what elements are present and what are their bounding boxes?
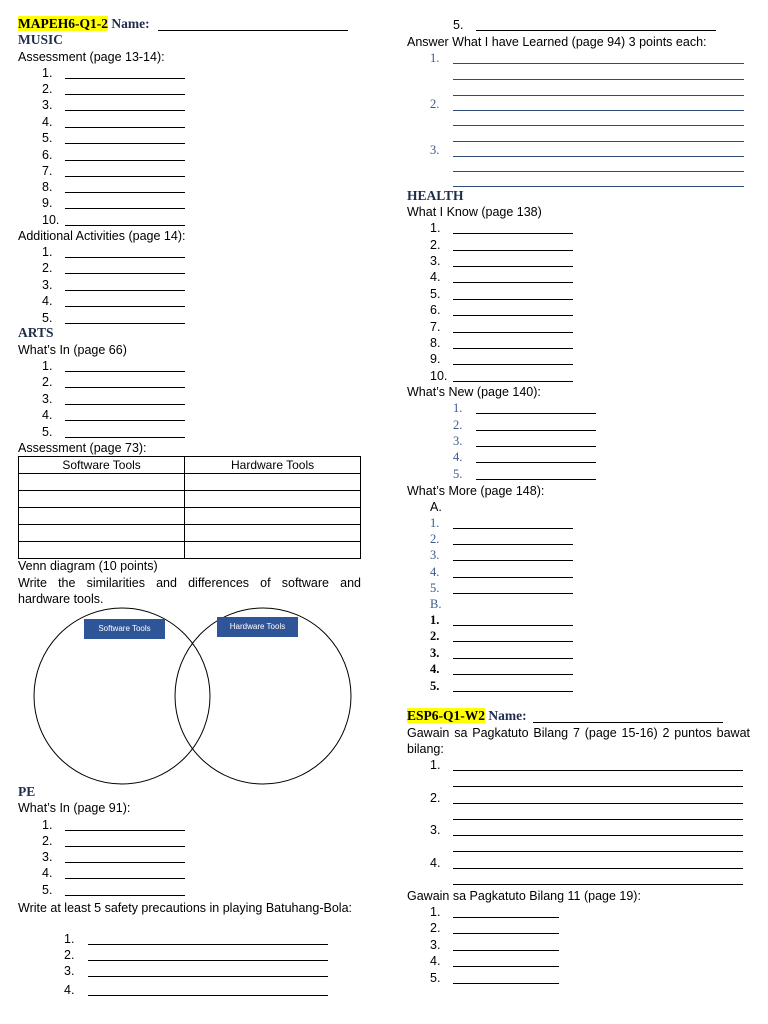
health-more-b-label: B. [430, 597, 442, 611]
arts-whats-in-num: 4. [42, 408, 53, 422]
pe-safety-answer-line[interactable] [88, 960, 328, 961]
music-assessment-num: 3. [42, 98, 53, 112]
health-more-a-answer-line[interactable] [453, 560, 573, 561]
table-header-software: Software Tools [19, 457, 185, 474]
arts-whats-in-num: 1. [42, 359, 53, 373]
music-assessment-num: 1. [42, 66, 53, 80]
health-more-b-answer-line[interactable] [453, 625, 573, 626]
arts-whats-in-num: 3. [42, 392, 53, 406]
esp-gawain11-answer-line[interactable] [453, 917, 559, 918]
learned-num: 1. [430, 51, 440, 65]
pe-safety-answer-line[interactable] [88, 944, 328, 945]
health-know-num: 5. [430, 287, 441, 301]
music-additional-answer-line[interactable] [65, 323, 185, 324]
health-more-a-answer-line[interactable] [453, 577, 573, 578]
esp-gawain7-answer-line[interactable] [453, 803, 743, 804]
table-cell[interactable] [185, 542, 361, 559]
venn-software-box [84, 619, 165, 639]
esp-name-line[interactable] [533, 722, 723, 723]
health-know-num: 3. [430, 254, 441, 268]
music-assessment-answer-line[interactable] [65, 143, 185, 144]
pe-whats-in-label: What’s In (page 91): [18, 801, 131, 815]
learned-answer-line[interactable] [453, 171, 744, 172]
music-additional-label: Additional Activities (page 14): [18, 229, 186, 243]
pe-safety-instruction: Write at least 5 safety precautions in playing Batuhang-Bola: [18, 901, 352, 915]
pe-whats-in-answer-line[interactable] [65, 830, 185, 831]
music-assessment-answer-line[interactable] [65, 78, 185, 79]
pe-whats-in-num: 2. [42, 834, 53, 848]
health-more-a-num: 2. [430, 532, 440, 546]
music-assessment-num: 5. [42, 131, 53, 145]
pe-safety-answer-line[interactable] [88, 976, 328, 977]
music-additional-num: 3. [42, 278, 53, 292]
table-cell[interactable] [19, 542, 185, 559]
health-know-num: 8. [430, 336, 441, 350]
health-know-answer-line[interactable] [453, 250, 573, 251]
health-new-answer-line[interactable] [476, 462, 596, 463]
pe-safety-num: 4. [64, 983, 75, 997]
pe-whats-in-answer-line[interactable] [65, 878, 185, 879]
pe-whats-in-answer-line[interactable] [65, 846, 185, 847]
esp-gawain11-answer-line[interactable] [453, 933, 559, 934]
esp-gawain7-answer-line[interactable] [453, 835, 743, 836]
learned-answer-line[interactable] [453, 186, 744, 187]
health-new-num: 3. [453, 434, 463, 448]
learned-answer-line[interactable] [453, 63, 744, 64]
music-assessment-answer-line[interactable] [65, 94, 185, 95]
table-cell[interactable] [19, 491, 185, 508]
health-more-a-num: 3. [430, 548, 440, 562]
health-more-b-num: 5. [430, 679, 440, 693]
health-know-answer-line[interactable] [453, 332, 573, 333]
learned-answer-line[interactable] [453, 141, 744, 142]
health-know-answer-line[interactable] [453, 348, 573, 349]
table-header-row [19, 457, 361, 474]
arts-whats-in-label: What’s In (page 66) [18, 343, 127, 357]
arts-whats-in-num: 2. [42, 375, 53, 389]
arts-whats-in-answer-line[interactable] [65, 371, 185, 372]
esp-gawain7-label [407, 725, 750, 757]
music-additional-answer-line[interactable] [65, 273, 185, 274]
table-row [19, 525, 361, 542]
table-cell[interactable] [185, 525, 361, 542]
music-assessment-answer-line[interactable] [65, 225, 185, 226]
health-know-num: 1. [430, 221, 441, 235]
venn-instruction: Write the similarities and differences of software and hardware tools. [18, 576, 361, 606]
music-assessment-answer-line[interactable] [65, 160, 185, 161]
table-row [19, 542, 361, 559]
learned-answer-line[interactable] [453, 125, 744, 126]
health-more-b-answer-line[interactable] [453, 674, 573, 675]
venn-software-label: Software Tools [98, 624, 151, 633]
esp-gawain7-answer-line[interactable] [453, 770, 743, 771]
esp-code: ESP6-Q1-W2 [407, 708, 486, 723]
arts-whats-in-answer-line[interactable] [65, 387, 185, 388]
music-additional-num: 4. [42, 294, 53, 308]
venn-label: Venn diagram (10 points) [18, 559, 158, 573]
music-assessment-answer-line[interactable] [65, 110, 185, 111]
health-more-b-answer-line[interactable] [453, 658, 573, 659]
table-row [19, 491, 361, 508]
esp-gawain7-num: 3. [430, 823, 441, 837]
learned-answer-line[interactable] [453, 79, 744, 80]
esp-gawain11-num: 4. [430, 954, 441, 968]
esp-gawain7-num: 1. [430, 758, 441, 772]
mapeh-header [18, 17, 150, 31]
health-know-num: 9. [430, 352, 441, 366]
health-more-a-answer-line[interactable] [453, 544, 573, 545]
pe-heading: PE [18, 784, 36, 799]
music-assessment-num: 8. [42, 180, 53, 194]
music-additional-answer-line[interactable] [65, 306, 185, 307]
health-new-num: 4. [453, 450, 463, 464]
health-more-a-answer-line[interactable] [453, 528, 573, 529]
health-know-answer-line[interactable] [453, 364, 573, 365]
health-new-num: 1. [453, 401, 463, 415]
table-header-hardware: Hardware Tools [185, 457, 361, 474]
esp-gawain11-num: 2. [430, 921, 441, 935]
music-additional-num: 1. [42, 245, 53, 259]
pe-safety-num: 2. [64, 948, 75, 962]
table-cell[interactable] [185, 474, 361, 491]
health-know-label: What I Know (page 138) [407, 205, 542, 219]
venn-hardware-label: Hardware Tools [229, 622, 286, 631]
music-additional-answer-line[interactable] [65, 257, 185, 258]
health-know-num: 6. [430, 303, 441, 317]
mapeh-code: MAPEH6-Q1-2 [18, 16, 108, 31]
music-additional-num: 2. [42, 261, 53, 275]
health-new-answer-line[interactable] [476, 446, 596, 447]
music-assessment-answer-line[interactable] [65, 192, 185, 193]
health-more-b-num: 1. [430, 613, 440, 627]
music-additional-num: 5. [42, 311, 53, 325]
health-know-answer-line[interactable] [453, 233, 573, 234]
learned-label: Answer What I have Learned (page 94) 3 points each: [407, 35, 707, 49]
esp-header [407, 709, 527, 723]
arts-whats-in-answer-line[interactable] [65, 404, 185, 405]
health-more-b-answer-line[interactable] [453, 691, 573, 692]
health-know-answer-line[interactable] [453, 266, 573, 267]
table-cell[interactable] [185, 508, 361, 525]
music-assessment-num: 9. [42, 196, 53, 210]
esp-gawain7-answer-line[interactable] [453, 884, 743, 885]
health-more-b-num: 4. [430, 662, 440, 676]
music-assessment-answer-line[interactable] [65, 176, 185, 177]
health-new-answer-line[interactable] [476, 430, 596, 431]
health-know-num: 2. [430, 238, 441, 252]
esp-gawain7-answer-line[interactable] [453, 819, 743, 820]
learned-answer-line[interactable] [453, 95, 744, 96]
health-know-answer-line[interactable] [453, 381, 573, 382]
mapeh-name-label: Name: [111, 16, 150, 31]
table-row [19, 508, 361, 525]
table-row [19, 474, 361, 491]
arts-heading: ARTS [18, 325, 54, 340]
pe-whats-in-num: 3. [42, 850, 53, 864]
music-assessment-num: 2. [42, 82, 53, 96]
esp-gawain11-num: 3. [430, 938, 441, 952]
health-know-answer-line[interactable] [453, 299, 573, 300]
learned-num: 2. [430, 97, 440, 111]
learned-answer-line[interactable] [453, 110, 744, 111]
esp-name-label: Name: [488, 708, 527, 723]
music-assessment-label: Assessment (page 13-14): [18, 50, 165, 64]
pe-safety-answer-line[interactable] [88, 995, 328, 996]
health-know-answer-line[interactable] [453, 282, 573, 283]
venn-diagram[interactable] [20, 604, 360, 790]
table-cell[interactable] [19, 508, 185, 525]
table-cell[interactable] [19, 525, 185, 542]
music-assessment-num: 7. [42, 164, 53, 178]
pe-whats-in-num: 1. [42, 818, 53, 832]
health-more-b-num: 2. [430, 629, 440, 643]
arts-assessment-label: Assessment (page 73): [18, 441, 147, 455]
esp-gawain11-label: Gawain sa Pagkatuto Bilang 11 (page 19): [407, 889, 641, 903]
music-assessment-num: 6. [42, 148, 53, 162]
arts-whats-in-num: 5. [42, 425, 53, 439]
pe-whats-in-answer-line[interactable] [65, 895, 185, 896]
health-more-a-num: 5. [430, 581, 440, 595]
software-hardware-table [18, 456, 361, 559]
pe-safety-num: 5. [453, 18, 464, 32]
pe-safety-num: 1. [64, 932, 75, 946]
esp-gawain7-text: Gawain sa Pagkatuto Bilang 7 (page 15-16) 2 puntos bawat bilang: [407, 726, 750, 756]
esp-gawain7-num: 2. [430, 791, 441, 805]
learned-num: 3. [430, 143, 440, 157]
health-more-a-label: A. [430, 500, 442, 514]
health-more-b-num: 3. [430, 646, 440, 660]
health-more-a-answer-line[interactable] [453, 593, 573, 594]
esp-gawain11-num: 1. [430, 905, 441, 919]
health-more-a-num: 1. [430, 516, 440, 530]
health-know-answer-line[interactable] [453, 315, 573, 316]
esp-gawain7-answer-line[interactable] [453, 851, 743, 852]
esp-gawain7-answer-line[interactable] [453, 786, 743, 787]
music-additional-answer-line[interactable] [65, 290, 185, 291]
esp-gawain7-answer-line[interactable] [453, 868, 743, 869]
esp-gawain11-answer-line[interactable] [453, 950, 559, 951]
music-assessment-answer-line[interactable] [65, 127, 185, 128]
music-assessment-num: 4. [42, 115, 53, 129]
table-cell[interactable] [185, 491, 361, 508]
health-more-a-num: 4. [430, 565, 440, 579]
esp-gawain11-num: 5. [430, 971, 441, 985]
health-more-b-answer-line[interactable] [453, 641, 573, 642]
esp-gawain11-answer-line[interactable] [453, 966, 559, 967]
health-know-num: 10. [430, 369, 448, 383]
pe-whats-in-num: 4. [42, 866, 53, 880]
health-new-num: 2. [453, 418, 463, 432]
health-more-label: What’s More (page 148): [407, 484, 545, 498]
pe-whats-in-answer-line[interactable] [65, 862, 185, 863]
arts-whats-in-answer-line[interactable] [65, 420, 185, 421]
health-new-answer-line[interactable] [476, 413, 596, 414]
health-know-num: 4. [430, 270, 441, 284]
music-assessment-answer-line[interactable] [65, 208, 185, 209]
music-heading: MUSIC [18, 32, 64, 47]
health-new-label: What’s New (page 140): [407, 385, 541, 399]
health-know-num: 7. [430, 320, 441, 334]
mapeh-name-line[interactable] [158, 30, 348, 31]
pe-safety-num: 3. [64, 964, 75, 978]
esp-gawain7-num: 4. [430, 856, 441, 870]
table-cell[interactable] [19, 474, 185, 491]
health-heading: HEALTH [407, 188, 464, 203]
music-assessment-num: 10. [42, 213, 60, 227]
pe-whats-in-num: 5. [42, 883, 53, 897]
arts-whats-in-answer-line[interactable] [65, 437, 185, 438]
pe-safety-answer-line[interactable] [476, 30, 716, 31]
venn-hardware-box [217, 617, 298, 637]
health-new-answer-line[interactable] [476, 479, 596, 480]
health-new-num: 5. [453, 467, 463, 481]
esp-gawain11-answer-line[interactable] [453, 983, 559, 984]
learned-answer-line[interactable] [453, 156, 744, 157]
